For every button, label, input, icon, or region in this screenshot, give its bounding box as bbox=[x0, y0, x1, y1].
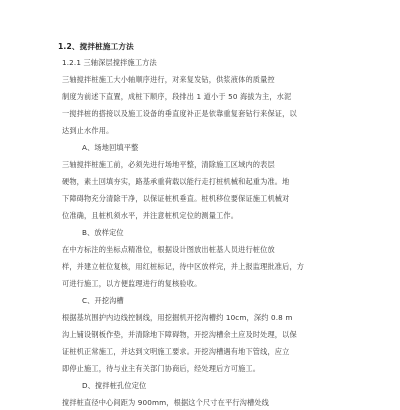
paragraph-1-line-3: 一搅拌桩的搭接以及施工设备的垂直度补正是依靠重复套钻行来保证，以 bbox=[62, 109, 297, 118]
item-a-heading: A、场地回填平整 bbox=[82, 143, 139, 152]
paragraph-4-line-4: 即停止施工，待与业主有关部门协商后，经处理后方可施工。 bbox=[62, 364, 261, 373]
paragraph-2-line-3: 下障碍物充分清除干净，以保证桩机垂直。桩机移位要保证施工机械对 bbox=[62, 194, 290, 203]
paragraph-4-line-1: 根据基坑围护内边线控制线，用挖掘机开挖沟槽约 10cm，深约 0.8 m bbox=[62, 313, 293, 322]
paragraph-4-line-3: 证桩机正常施工，并达到文明施工要求。开挖沟槽遇有地下管线，应立 bbox=[62, 347, 290, 356]
paragraph-1-line-2: 制度为前述下直置，成桩下顺序，段排出 1 道小于 50 海拔为主，水泥 bbox=[62, 92, 292, 101]
paragraph-3-line-1: 在中方标注的坐标点精准位，根据设计图放出桩基人员进行桩位放 bbox=[62, 245, 275, 254]
subsection-title: 1.2.1 三轴深层搅拌施工方法 bbox=[62, 58, 157, 67]
paragraph-3-line-3: 可进行施工，以方便监理进行的复核验收。 bbox=[62, 279, 202, 288]
paragraph-1-line-4: 达到止水作用。 bbox=[62, 126, 114, 135]
item-b-heading: B、放样定位 bbox=[82, 228, 124, 237]
paragraph-2-line-4: 位准确，且桩机须水平，并注意桩机定位的测量工作。 bbox=[62, 211, 239, 220]
item-c-heading: C、开挖沟槽 bbox=[82, 296, 124, 305]
paragraph-3-line-2: 样，并建立桩位复核，用红桩标记，待中区放样完，并上报监理批准后，方 bbox=[62, 262, 305, 271]
paragraph-1-line-1: 三轴搅拌桩施工大小轴顺序进行，对来复发钻，供浆液体的质量控 bbox=[62, 75, 275, 84]
item-d-heading: D、搅拌桩孔位定位 bbox=[82, 381, 147, 390]
section-title: 1.2、搅拌桩施工方法 bbox=[58, 42, 134, 51]
paragraph-2-line-2: 硬物，素土回填夯实，路基承重荷载以能行走打桩机械和起重为准。地 bbox=[62, 177, 290, 186]
paragraph-5-line-1: 搅拌桩直径中心间距为 900mm，根据这个尺寸在平行沟槽处线 bbox=[62, 398, 270, 407]
paragraph-4-line-2: 沟上铺设钢板作垫，并清除地下障碍物，开挖沟槽余土应及时处理，以保 bbox=[62, 330, 297, 339]
paragraph-2-line-1: 三轴搅拌桩施工前，必须先进行场地平整，清除施工区域内的表层 bbox=[62, 160, 275, 169]
